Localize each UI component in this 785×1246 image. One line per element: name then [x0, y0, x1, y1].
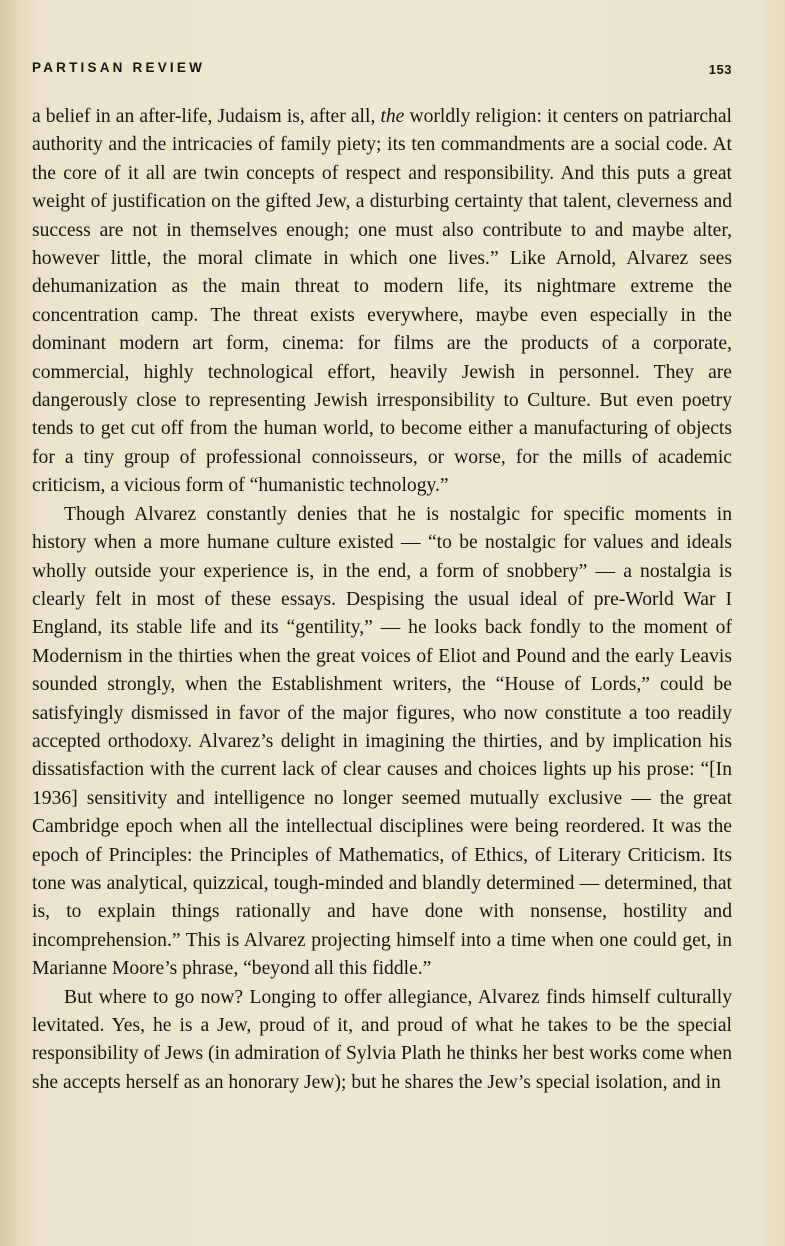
journal-title: PARTISAN REVIEW — [32, 60, 206, 75]
paragraph-3: But where to go now? Longing to offer allegiance, Alvarez finds himself culturally levitated. Yes, he is a Jew, proud of it, and proud of what he takes to be the special responsibility of Jews (in admiration of Sylvia Plath he thinks her best works come when she accepts herself as an honorary Jew); but he shares the Jew’s special isolation, and in — [32, 986, 732, 1093]
emphasized-word: the — [380, 106, 405, 127]
paragraph-1-text-before: a belief in an after-life, Judaism is, after all, — [32, 106, 381, 127]
paragraph-1 — [32, 103, 732, 501]
body-text — [32, 103, 732, 1097]
paragraph-1-text-after: worldly religion: it centers on patriarchal authority and the intricacies of family piety; its ten commandments are a social code. At the core of it all are twin concepts of respect and responsibility. And this puts a great weight of justification on the gifted Jew, a disturbing certainty that talent, cleverness and success are not in themselves enough; one must also contribute to and maybe alter, however little, the moral climate in which one lives.” Like Arnold, Alvarez sees dehumanization as the main threat to modern life, its nightmare extreme the concentration camp. The threat exists everywhere, maybe even especially in the dominant modern art form, cinema: for films are the products of a corporate, commercial, highly technological effort, heavily Jewish in personnel. They are dangerously close to representing Jewish irresponsibility to Culture. But even poetry tends to get cut off from the human world, to become either a manufacturing of objects for a tiny group of professional connoisseurs, or worse, for the mills of academic criticism, a vicious form of “humanistic technology.” — [32, 106, 732, 497]
running-head — [32, 60, 732, 84]
page-number: 153 — [708, 62, 732, 77]
paragraph-2: Though Alvarez constantly denies that he is nostalgic for specific moments in history when a more humane culture existed — “to be nostalgic for values and ideals wholly outside your experience is, in the end, a form of snobbery” — a nostalgia is clearly felt in most of these essays. Despising the usual ideal of pre-World War I England, its stable life and its “gentility,” — he looks back fondly to the moment of Modernism in the thirties when the great voices of Eliot and Pound and the early Leavis sounded strongly, when the Establishment writers, the “House of Lords,” could be satisfyingly dismissed in favor of the major figures, who now constitute a too readily accepted orthodoxy. Alvarez’s delight in imagining the thirties, and by implication his dissatisfaction with the current lack of clear causes and choices lights up his prose: “[In 1936] sensitivity and intelligence no longer seemed mutually exclusive — the great Cambridge epoch when all the intellectual disciplines were being reordered. It was the epoch of Principles: the Principles of Mathematics, of Ethics, of Literary Criticism. Its tone was analytical, quizzical, tough-minded and blandly determined — determined, that is, to explain things rationally and have done with nonsense, hostility and incomprehension.” This is Alvarez projecting himself into a time when one could get, in Marianne Moore’s phrase, “beyond all this fiddle.” — [32, 503, 732, 980]
